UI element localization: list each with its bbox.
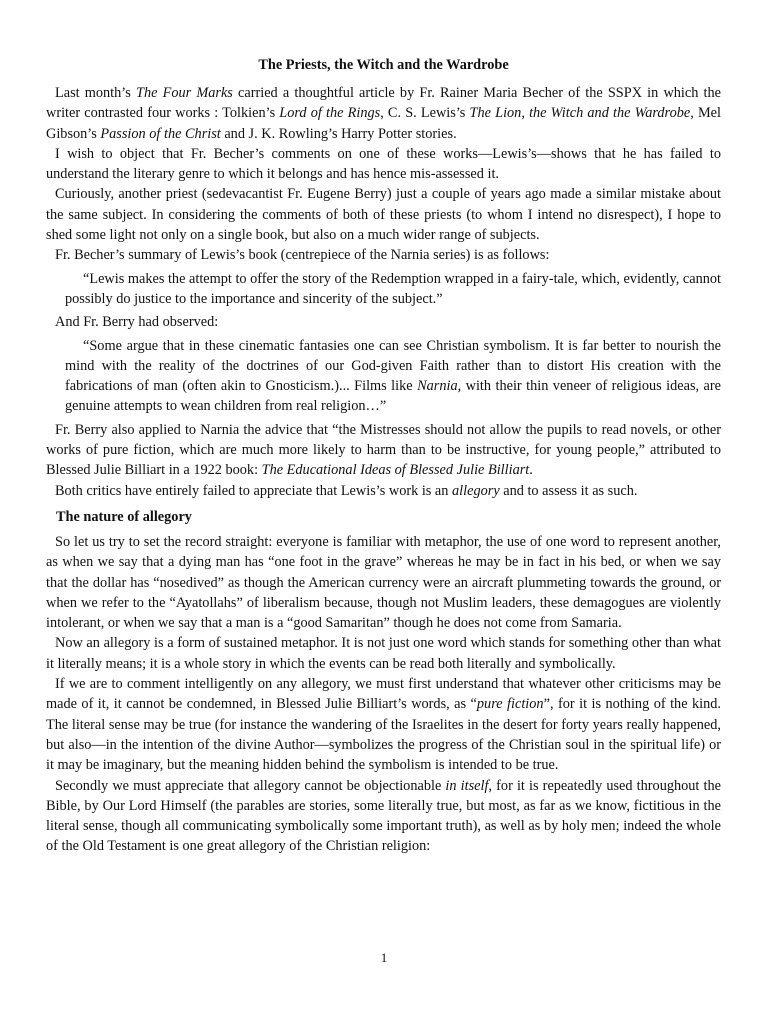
paragraph-8: So let us try to set the record straight: everyone is familiar with metaphor, the use of one word to represent another, as when we say that a dying man has “one foot in the grave” whereas he may be in fact in his bed, or when we say that the dollar has “nosedived” as though the American currency were an aircraft plummeting towards the ground, or when we refer to the “Ayatollahs” of liberalism because, though not Muslim leaders, these demagogues are violently intolerant, or when we say that a man is a “good Samaritan” though he does not come from Samaria. <box>46 533 721 632</box>
quote-becher: “Lewis makes the attempt to offer the story of the Redemption wrapped in a fairy-tale, which, evidently, cannot possibly do justice to the importance and sincerity of the subject.” <box>65 270 721 307</box>
paragraph-6: Fr. Berry also applied to Narnia the advice that “the Mistresses should not allow the pupils to read novels, or other works of pure fiction, which are much more likely to harm than to be instructive, for young people,” attributed to Blessed Julie Billiart in a 1922 book: The Educational Ideas of Blessed Julie Billiart. <box>46 421 721 479</box>
quote-berry: “Some argue that in these cinematic fantasies one can see Christian symbolism. It is far better to nourish the mind with the reality of the doctrines of our God-given Faith rather than to distort His creation with the fabrications of man (often akin to Gnosticism.)... Films like Narnia, with their thin veneer of religious ideas, are genuine attempts to wean children from real religion…” <box>65 337 722 415</box>
paragraph-11: Secondly we must appreciate that allegory cannot be objectionable in itself, for it is repeatedly used throughout the Bible, by Our Lord Himself (the parables are stories, some literally true, but most, as far as we know, fictitious in the literal sense, though all communicating symbolically some important truth), as well as by holy men; indeed the whole of the Old Testament is one great allegory of the Christian religion: <box>46 777 721 855</box>
paragraph-10: If we are to comment intelligently on any allegory, we must first understand that whatever other criticisms may be made of it, it cannot be condemned, in Blessed Julie Billiart’s words, as “pure fiction”, for it is nothing of the kind. The literal sense may be true (for instance the wandering of the Israelites in the desert for forty years really happened, but also—in the intention of the divine Author—symbolizes the progress of the Christian soul in the spiritual life) or it may be imaginary, but the meaning hidden behind the symbolism is intended to be true. <box>46 676 721 774</box>
page-number: 1 <box>380 950 388 965</box>
page-title: The Priests, the Witch and the Wardrobe <box>258 57 509 73</box>
paragraph-5: And Fr. Berry had observed: <box>55 314 219 331</box>
paragraph-3: Curiously, another priest (sedevacantist Fr. Eugene Berry) just a couple of years ago made a similar mistake about the same subject. In considering the comments of both of these priests (to whom I intend no disrespect), I hope to shed some light not only on a single book, but also on a much wider range of subjects. <box>46 186 721 244</box>
paragraph-2: I wish to object that Fr. Becher’s comments on one of these works—Lewis’s—shows that he has failed to understand the literary genre to which it belongs and has hence mis-assessed it. <box>46 145 721 183</box>
paragraph-4: Fr. Becher’s summary of Lewis’s book (centrepiece of the Narnia series) is as follows: <box>55 247 550 264</box>
document-page <box>46 55 721 857</box>
paragraph-9: Now an allegory is a form of sustained metaphor. It is not just one word which stands for something other than what it literally means; it is a whole story in which the events can be read both literally and symbolically. <box>46 635 721 672</box>
paragraph-7: Both critics have entirely failed to appreciate that Lewis’s work is an allegory and to assess it as such. <box>55 482 638 499</box>
paragraph-1: Last month’s The Four Marks carried a thoughtful article by Fr. Rainer Maria Becher of the SSPX in which the writer contrasted four works : Tolkien’s Lord of the Rings, C. S. Lewis’s The Lion, the Witch and the Wardrobe, Mel Gibson’s Passion of the Christ and J. K. Rowling’s Harry Potter stories. <box>46 85 722 142</box>
section-heading: The nature of allegory <box>56 508 192 525</box>
